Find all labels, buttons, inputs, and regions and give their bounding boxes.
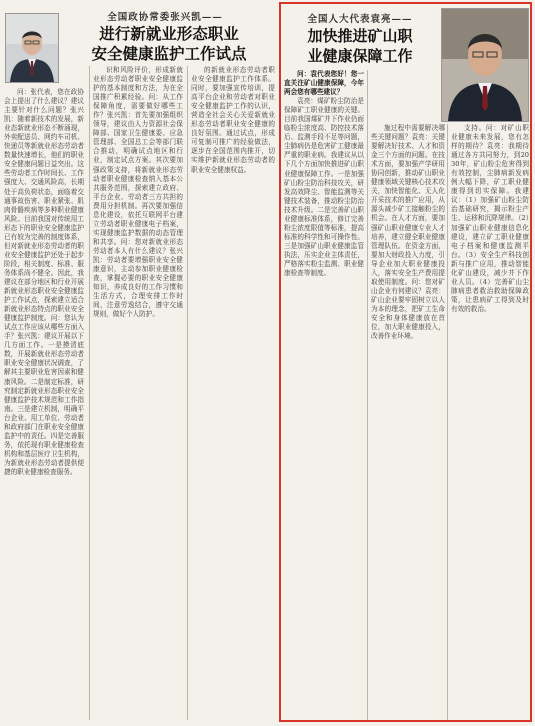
column-divider bbox=[367, 70, 368, 720]
right-column-3-text: 支持。问：对矿山职业健康未来发展，您有怎样的期待？袁亮：我期待通过各方共同努力，到2030年，矿山粉尘危害得到有效控制，尘肺病新发病例大幅下降，矿工职业健康得到切实保障。我建议：（1）加强矿山粉尘防治基础研究，揭示粉尘产生、运移和沉降规律。（2）加强矿山职业健康信息化建设，建立矿工职业健康电子档案和健康监测平台。（3）安全生产科技创新与推广应用，推动智能化矿山建设，减少井下作业人员。（4）完善矿山尘肺病患者救治救助保障政策，让患病矿工得到及时有效的救治。 bbox=[451, 124, 529, 313]
right-title-line2: 业健康保障工作 bbox=[307, 47, 413, 65]
right-column-3 bbox=[451, 124, 529, 720]
left-column-2-text: 识和风险评价，形成新就业形态劳动者职业安全健康监护的基本制度和方法，为在全国推广积累经验。问：从工作保障角度，需要做好哪些工作？张兴凯：首先要加强组织领导，建议由人力资源社会保障部、国家卫生健康委、应急管理部、全国总工会等部门联合推动，明确试点地区和行业，制定试点方案。其次要加强政策支持，将新就业形态劳动者职业健康检查纳入基本公共服务范围，探索建立政府、平台企业、劳动者三方共担的费用分担机制。再次要加强信息化建设，依托互联网平台建立劳动者职业健康电子档案，实现健康监护数据的动态管理和共享。问：您对新就业形态劳动者本人有什么建议？张兴凯：劳动者要增强职业安全健康意识，主动参加职业健康检查，掌握必要的职业安全健康知识，养成良好的工作习惯和生活方式，合理安排工作时间，注意劳逸结合，遵守交通规则，做好个人防护。 bbox=[93, 66, 183, 319]
column-divider bbox=[447, 124, 448, 720]
left-portrait-photo bbox=[5, 13, 59, 83]
left-title-line2: 安全健康监护工作试点 bbox=[91, 45, 247, 63]
right-portrait-photo bbox=[441, 8, 529, 122]
left-title-line1: 进行新就业形态职业 bbox=[99, 25, 239, 43]
left-column-3-text: 的新就业形态劳动者职业安全健康监护工作体系。同时，要加强宣传培训，提高平台企业和劳动者对职业安全健康监护工作的认识，营造全社会关心关爱新就业形态劳动者职业安全健康的良好氛围。通过试点，形成可复制可推广的经验做法，逐步在全国范围内推开，切实维护新就业形态劳动者的职业安全健康权益。 bbox=[191, 66, 275, 174]
right-kicker: 全国人大代表袁亮—— bbox=[307, 14, 413, 25]
right-column-2-text: 施过程中需要解决哪些关键问题？袁亮：关键要解决好技术、人才和资金三个方面的问题。在技术方面，要加强产学研用协同创新，推动矿山职业健康领域关键核心技术攻关，加快智能化、无人化开采技术的推广应用，从源头减少矿工接触粉尘的机会。在人才方面，要加强矿山职业健康专业人才培养，建立健全职业健康管理队伍。在资金方面，要加大财政投入力度，引导企业加大职业健康投入，落实安全生产费用提取使用制度。问：您对矿山企业有何建议？袁亮：矿山企业要牢固树立以人为本的理念，把矿工生命安全和身体健康放在首位，加大职业健康投入，改善作业环境。 bbox=[371, 124, 445, 341]
right-column-1-text: 袁亮：煤矿粉尘防治是保障矿工职业健康的关键。目前我国煤矿井下作业仍面临粉尘浓度高、防控技术落后、监测手段不足等问题，尘肺病仍是危害矿工健康最严重的职业病。我建议从以下几个方面加快推进矿山职业健康保障工作。一是加强矿山粉尘防治科技攻关，研发高效降尘、智能监测等关键技术装备，推动粉尘防治技术升级。二是完善矿山职业健康标准体系，修订完善粉尘浓度限值等标准，提高标准的科学性和可操作性。三是加强矿山职业健康监管执法，压实企业主体责任，严格落实粉尘监测、职业健康检查等制度。 bbox=[284, 97, 364, 278]
right-column-2 bbox=[371, 124, 445, 720]
left-column-1-text: 问：张代表，您在政协会上提出了什么建议？建议主要针对什么问题？张兴凯：随着新技术的发展，新业态新就业形态不断涌现，外卖配送员、网约车司机、快递员等新就业形态劳动者数量快速增长，他们的职业安全健康问题日益突出。这些劳动者工作时间长、工作强度大、交通风险高，长期处于高负荷状态，面临着交通事故伤害、职业紧张、肌肉骨骼疾病等多种职业健康风险。目前我国对传统用工形态下的职业安全健康监护已有较为完善的制度体系，但对新就业形态劳动者的职业安全健康监护还处于起步阶段，相关制度、标准、服务体系尚不健全。因此，我建议在部分地区和行业开展新就业形态职业安全健康监护工作试点，探索建立适合新就业形态特点的职业安全健康监护制度。问：您认为试点工作应该从哪些方面入手？张兴凯：建议开展以下几方面工作。一是摸清底数，开展新就业形态劳动者职业安全健康状况调查，了解其主要职业危害因素和健康风险。二是制定标准，研究制定新就业形态职业安全健康监护技术规范和工作指南。三是建立机制，明确平台企业、用工单位、劳动者和政府部门在职业安全健康监护中的责任。四是完善服务，依托现有职业健康检查机构和基层医疗卫生机构，为新就业形态劳动者提供便捷的职业健康检查服务。 bbox=[4, 88, 84, 476]
right-title-line1: 加快推进矿山职 bbox=[307, 27, 413, 45]
right-intro-question: 问：袁代表您好！您一直关注矿山健康保障，今年两会您有哪些建议？ bbox=[284, 70, 364, 97]
left-kicker: 全国政协常委张兴凯—— bbox=[107, 12, 223, 23]
left-column-2 bbox=[93, 66, 183, 720]
column-divider bbox=[89, 66, 90, 720]
right-article-highlighted bbox=[279, 2, 532, 722]
right-column-1 bbox=[284, 70, 364, 720]
left-column-1 bbox=[4, 88, 84, 720]
left-column-3 bbox=[191, 66, 275, 720]
column-divider bbox=[187, 66, 188, 720]
